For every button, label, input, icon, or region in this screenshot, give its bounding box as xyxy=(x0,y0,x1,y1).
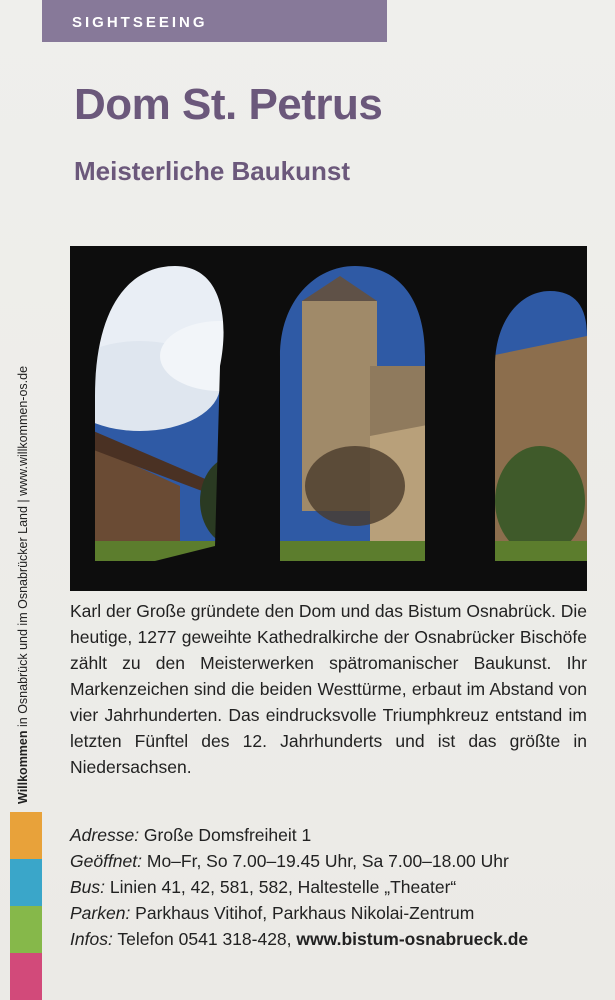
hours-label: Geöffnet: xyxy=(70,851,142,871)
article-paragraph: Karl der Große gründete den Dom und das Bistum Osnabrück. Die heutige, 1277 geweihte Kathedralkirche der Osnabrücker Bischöfe zählt zu den Meisterwerken spätromanischer Baukunst. Ihr Markenzeichen sind die beiden Westtürme, erbaut im Abstand von vier Jahrhunderten. Das eindrucksvolle Triumphkreuz entstand im letzten Fünftel des 12. Jahrhunderts und ist das größte in Niedersachsen. xyxy=(70,601,587,777)
bus-label: Bus: xyxy=(70,877,106,897)
color-strip-pink xyxy=(10,953,42,1000)
infos-label: Infos: xyxy=(70,929,113,949)
side-banner-bold: Willkommen xyxy=(16,730,30,804)
section-header-bar xyxy=(42,0,387,42)
color-strip-green xyxy=(10,906,42,953)
info-block xyxy=(70,822,615,952)
website-link[interactable]: www.bistum-osnabrueck.de xyxy=(296,929,529,949)
color-strip-blue xyxy=(10,859,42,906)
info-hours xyxy=(70,848,615,874)
parking-label: Parken: xyxy=(70,903,131,923)
section-label: SIGHTSEEING xyxy=(72,14,208,31)
page-subtitle: Meisterliche Baukunst xyxy=(74,156,350,186)
address-value: Große Domsfreiheit 1 xyxy=(139,825,312,845)
info-address xyxy=(70,822,615,848)
color-strip xyxy=(10,812,42,1000)
cathedral-cloister-photo xyxy=(70,246,587,591)
side-banner xyxy=(16,366,30,804)
parking-value: Parkhaus Vitihof, Parkhaus Nikolai-Zentrum xyxy=(130,903,475,923)
info-parking xyxy=(70,900,615,926)
info-contact xyxy=(70,926,615,952)
side-banner-text: in Osnabrück und im Osnabrücker Land | www.willkommen-os.de xyxy=(16,365,30,731)
bus-value: Linien 41, 42, 581, 582, Haltestelle „Theater“ xyxy=(105,877,457,897)
info-bus xyxy=(70,874,615,900)
hours-value: Mo–Fr, So 7.00–19.45 Uhr, Sa 7.00–18.00 Uhr xyxy=(142,851,509,871)
infos-value: Telefon 0541 318-428, xyxy=(112,929,297,949)
page-title: Dom St. Petrus xyxy=(74,80,383,129)
color-strip-orange xyxy=(10,812,42,859)
address-label: Adresse: xyxy=(70,825,140,845)
